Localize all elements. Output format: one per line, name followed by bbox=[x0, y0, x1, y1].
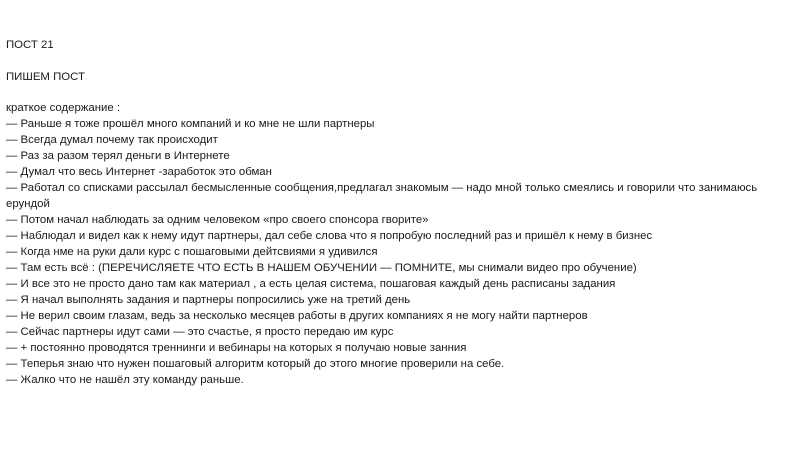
post-heading: ПИШЕМ ПОСТ bbox=[6, 71, 85, 83]
summary-label: краткое содержание : bbox=[6, 102, 121, 114]
summary-line: — Не верил своим глазам, ведь за несколько месяцев работы в других компаниях я не могу найти партнеров bbox=[6, 310, 588, 322]
summary-line: — Наблюдал и видел как к нему идут партнеры, дал себе слова что я попробую последний раз и пришёл к нему в бизнес bbox=[6, 230, 653, 242]
summary-section bbox=[6, 100, 761, 388]
summary-line: — Работал со списками рассылал бесмысленные сообщения,предлагал знакомым — надо мной только смеялись и говорили что занимаюсь ерундой bbox=[6, 182, 758, 210]
summary-line: — Теперья знаю что нужен пошаговый алгоритм который до этого многие проверили на себе. bbox=[6, 358, 505, 370]
post-number: ПОСТ 21 bbox=[6, 39, 54, 51]
summary-line: — И все это не просто дано там как материал , а есть целая система, пошаговая каждый день расписаны задания bbox=[6, 278, 616, 290]
summary-list bbox=[6, 116, 761, 388]
summary-line: — Потом начал наблюдать за одним человеком «про своего спонсора гворите» bbox=[6, 214, 429, 226]
summary-line: — Жалко что не нашёл эту команду раньше. bbox=[6, 374, 244, 386]
summary-line: — Всегда думал почему так происходит bbox=[6, 134, 218, 146]
summary-line: — Я начал выполнять задания и партнеры попросились уже на третий день bbox=[6, 294, 411, 306]
summary-line: — Сейчас партнеры идут сами — это счастье, я просто передаю им курс bbox=[6, 326, 394, 338]
summary-line: — Когда нме на руки дали курс с пошаговыми дейтсвиями я удивился bbox=[6, 246, 378, 258]
summary-line: — + постоянно проводятся треннинги и вебинары на которых я получаю новые занния bbox=[6, 342, 467, 354]
summary-line: — Думал что весь Интернет -заработок это обман bbox=[6, 166, 272, 178]
summary-line: — Там есть всё : (ПЕРЕЧИСЛЯЕТЕ ЧТО ЕСТЬ В НАШЕМ ОБУЧЕНИИ — ПОМНИТЕ, мы снимали видео про обучение) bbox=[6, 262, 637, 274]
summary-line: — Раз за разом терял деньги в Интернете bbox=[6, 150, 230, 162]
summary-line: — Раньше я тоже прошёл много компаний и ко мне не шли партнеры bbox=[6, 118, 375, 130]
